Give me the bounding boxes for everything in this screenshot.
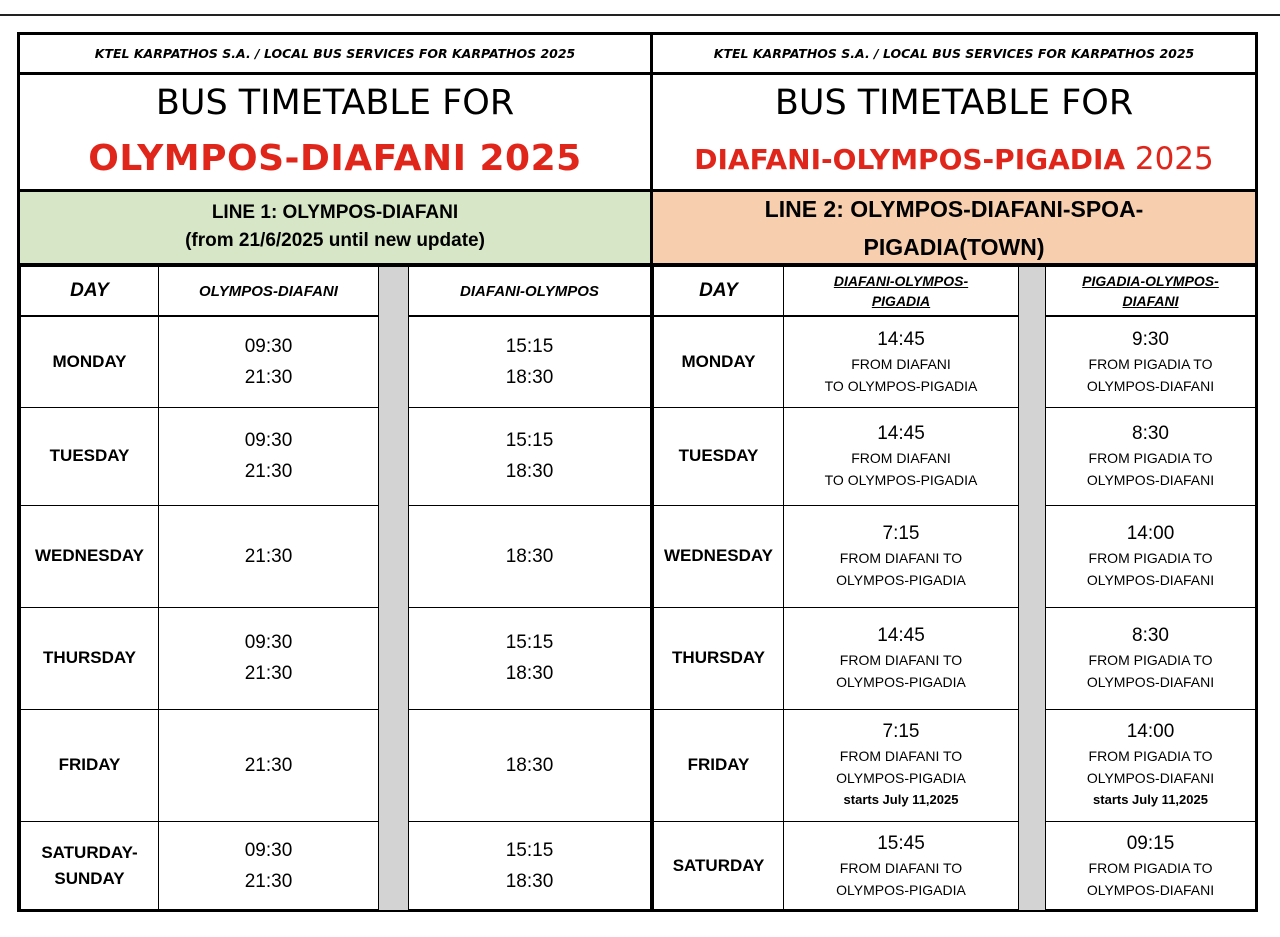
timetable-line-1 xyxy=(17,32,653,912)
col-day-header: DAY xyxy=(654,267,784,317)
line-name: LINE 1: OLYMPOS-DIAFANI xyxy=(211,202,459,223)
route-cell: 14:00 FROM PIGADIA TO OLYMPOS-DIAFANI xyxy=(1046,505,1256,607)
time-cell: 21:30 xyxy=(159,709,379,821)
line-band xyxy=(653,192,1255,266)
time-cell: 09:30 21:30 xyxy=(159,407,379,505)
day-cell: SATURDAY- SUNDAY xyxy=(21,821,159,911)
table-row xyxy=(21,505,651,607)
table-row xyxy=(21,709,651,821)
day-cell: MONDAY xyxy=(654,316,784,407)
day-cell: WEDNESDAY xyxy=(21,505,159,607)
table-row xyxy=(21,607,651,709)
route-cell: 9:30 FROM PIGADIA TO OLYMPOS-DIAFANI xyxy=(1046,316,1256,407)
line-note: (from 21/6/2025 until new update) xyxy=(185,230,485,251)
route-cell: 09:15 FROM PIGADIA TO OLYMPOS-DIAFANI xyxy=(1046,821,1256,911)
route-cell: 14:45 FROM DIAFANI TO OLYMPOS-PIGADIA xyxy=(784,607,1019,709)
table-row xyxy=(654,407,1256,505)
time-cell: 15:15 18:30 xyxy=(409,821,651,911)
day-cell: TUESDAY xyxy=(21,407,159,505)
gap-column xyxy=(1019,267,1046,912)
route-cell: 14:45 FROM DIAFANI TO OLYMPOS-PIGADIA xyxy=(784,407,1019,505)
col-diafani-olympos-header: DIAFANI-OLYMPOS xyxy=(409,267,651,317)
start-date-note: starts July 11,2025 xyxy=(843,792,959,807)
line-name: LINE 2: OLYMPOS-DIAFANI-SPOA- xyxy=(764,196,1144,222)
col-day-header: DAY xyxy=(21,267,159,317)
table-row xyxy=(21,821,651,911)
table-header-row xyxy=(654,267,1256,317)
top-rule xyxy=(0,14,1280,16)
time-cell: 18:30 xyxy=(409,709,651,821)
line-name-cont: PIGADIA(TOWN) xyxy=(863,234,1045,260)
col-olympos-diafani-header: OLYMPOS-DIAFANI xyxy=(159,267,379,317)
time-cell: 09:30 21:30 xyxy=(159,821,379,911)
gap-column xyxy=(379,267,409,912)
day-cell: FRIDAY xyxy=(21,709,159,821)
table-row xyxy=(21,316,651,407)
time-cell: 18:30 xyxy=(409,505,651,607)
title-route: OLYMPOS-DIAFANI 2025 xyxy=(88,138,582,179)
route-cell: 8:30 FROM PIGADIA TO OLYMPOS-DIAFANI xyxy=(1046,407,1256,505)
route-cell: 7:15 FROM DIAFANI TO OLYMPOS-PIGADIA xyxy=(784,505,1019,607)
time-cell: 09:30 21:30 xyxy=(159,607,379,709)
table-header-row xyxy=(21,267,651,317)
title-year: 2025 xyxy=(1134,141,1214,177)
day-cell: THURSDAY xyxy=(21,607,159,709)
title-route-name: DIAFANI-OLYMPOS-PIGADIA xyxy=(694,143,1126,176)
route-cell: 8:30 FROM PIGADIA TO OLYMPOS-DIAFANI xyxy=(1046,607,1256,709)
time-cell: 21:30 xyxy=(159,505,379,607)
col-pigadia-olympos-diafani-header: PIGADIA-OLYMPOS- DIAFANI xyxy=(1046,267,1256,317)
time-cell: 09:30 21:30 xyxy=(159,316,379,407)
title-line-1: BUS TIMETABLE FOR xyxy=(774,83,1134,123)
table-row xyxy=(654,505,1256,607)
time-cell: 15:15 18:30 xyxy=(409,316,651,407)
title-block xyxy=(20,75,650,192)
title-block xyxy=(653,75,1255,192)
day-cell: FRIDAY xyxy=(654,709,784,821)
schedule-table xyxy=(653,266,1256,912)
table-row xyxy=(654,316,1256,407)
table-row xyxy=(21,407,651,505)
day-cell: SATURDAY xyxy=(654,821,784,911)
table-row xyxy=(654,709,1256,821)
title-line-1: BUS TIMETABLE FOR xyxy=(155,83,515,123)
day-cell: MONDAY xyxy=(21,316,159,407)
day-cell: WEDNESDAY xyxy=(654,505,784,607)
table-row xyxy=(654,607,1256,709)
operator-header: KTEL KARPATHOS S.A. / LOCAL BUS SERVICES FOR KARPATHOS 2025 xyxy=(20,35,650,75)
line-band xyxy=(20,192,650,266)
route-cell: 15:45 FROM DIAFANI TO OLYMPOS-PIGADIA xyxy=(784,821,1019,911)
time-cell: 15:15 18:30 xyxy=(409,607,651,709)
time-cell: 15:15 18:30 xyxy=(409,407,651,505)
day-cell: THURSDAY xyxy=(654,607,784,709)
title-route xyxy=(653,137,1255,182)
schedule-table xyxy=(20,266,651,912)
start-date-note: starts July 11,2025 xyxy=(1093,792,1208,807)
table-row xyxy=(654,821,1256,911)
route-cell: 7:15 FROM DIAFANI TO OLYMPOS-PIGADIA starts July 11,2025 xyxy=(784,709,1019,821)
timetable-line-2 xyxy=(650,32,1258,912)
route-cell: 14:00 FROM PIGADIA TO OLYMPOS-DIAFANI starts July 11,2025 xyxy=(1046,709,1256,821)
day-cell: TUESDAY xyxy=(654,407,784,505)
col-diafani-olympos-pigadia-header: DIAFANI-OLYMPOS- PIGADIA xyxy=(784,267,1019,317)
operator-header: KTEL KARPATHOS S.A. / LOCAL BUS SERVICES FOR KARPATHOS 2025 xyxy=(653,35,1255,75)
route-cell: 14:45 FROM DIAFANI TO OLYMPOS-PIGADIA xyxy=(784,316,1019,407)
